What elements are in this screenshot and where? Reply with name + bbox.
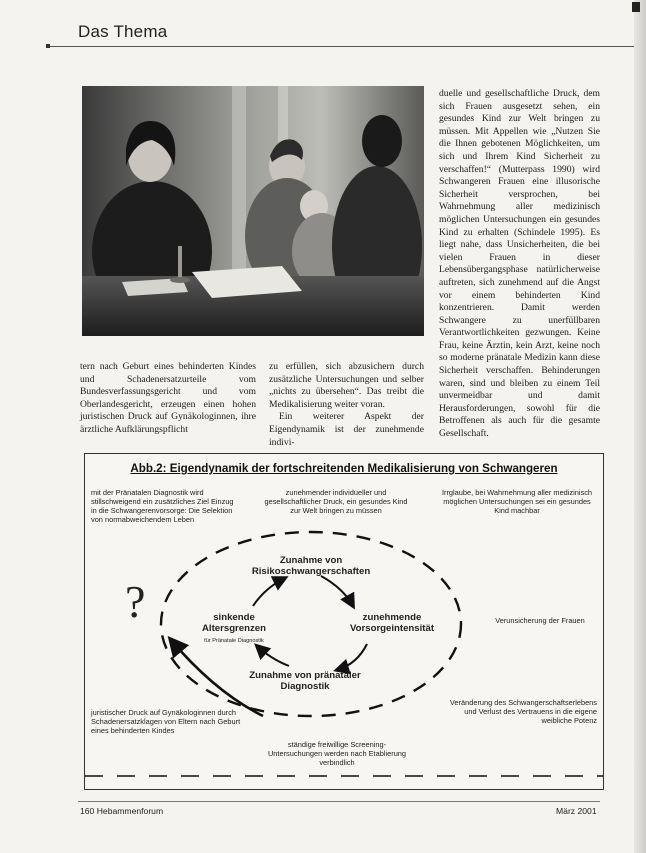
node-left: sinkende Altersgrenzen: [202, 612, 266, 634]
paragraph-left: tern nach Geburt eines behinderten Kindes und Schadenersatzurteile vom Bundesverfassungsgericht und vom Oberlandesgericht, erzeugen einen hohen juristischen Druck auf Gynäkologinnen, ihre ärztliche Aufklärungspflicht: [80, 361, 256, 435]
question-mark: ?: [125, 576, 146, 627]
page-edge: [634, 0, 646, 853]
arrow-right-to-bottom: [337, 644, 367, 670]
note-top-center: zunehmender individueller und gesellschaftlicher Druck, ein gesundes Kind zur Welt bringen zu müssen: [264, 488, 408, 515]
arrow-bottom-to-left: [257, 646, 289, 666]
paragraph-middle-1: zu erfüllen, sich abzusichern durch zusätzliche Untersuchungen und selber „nichts zu übersehen“. Das treibt die Medikalisierung weiter voran.: [269, 361, 424, 410]
footer-date: März 2001: [556, 806, 597, 816]
node-bottom: Zunahme von pränataler Diagnostik: [249, 670, 361, 692]
article-photo: [82, 86, 424, 336]
node-top: Zunahme von Risikoschwangerschaften: [251, 555, 371, 577]
figure-diagram: [84, 453, 604, 790]
note-mid-right: Verunsicherung der Frauen: [495, 616, 585, 625]
note-bottom-right: Veränderung des Schwangerschaftserlebens und Verlust des Vertrauens in die eigene weibliche Potenz: [449, 698, 597, 725]
article-column-right: [439, 88, 600, 441]
figure-title: Abb.2: Eigendynamik der fortschreitenden Medikalisierung von Schwangeren: [130, 462, 558, 475]
node-left-sub: für Pränatale Diagnostik: [204, 638, 264, 644]
footer-rule: [78, 801, 600, 802]
header-corner-mark: [46, 44, 50, 48]
arrow-left-to-top: [253, 578, 285, 606]
note-top-left: mit der Pränatalen Diagnostik wird stillschweigend ein zusätzliches Ziel Einzug in die Schwangerenvorsorge: Die Selektion von normabweichendem Leben: [91, 488, 234, 524]
note-bottom-left: juristischer Druck auf Gynäkologinnen durch Schadenersatzklagen von Eltern nach Geburt eines behinderten Kindes: [91, 708, 241, 735]
article-column-left: [80, 361, 256, 437]
header-rule: [48, 46, 644, 47]
note-top-right: Irrglaube, bei Wahrnehmung aller medizinisch möglichen Untersuchungen sei ein gesundes Kind machbar: [441, 488, 593, 515]
section-title: Das Thema: [78, 22, 168, 41]
article-column-middle: [269, 361, 424, 449]
photo-image: [82, 86, 424, 336]
paragraph-right: duelle und gesellschaftliche Druck, dem sich Frauen ausgesetzt sehen, ein gesundes Kind zur Welt bringen zu müssen. Mit Appellen wie „Nutzen Sie die Ihnen gebotenen Möglichkeiten, um sich und Ihrem Kind Sicherheit zu verschaffen!“ (Mutterpass 1990) wird Schwangeren Frauen eine illusorische Sicherheit versprochen, bei Wahrnehmung aller medizinisch möglichen Untersuchungen ein gesundes Kind zu erhalten (Schindele 1995). Es liegt nahe, dass Unsicherheiten, die bei vielen Frauen in dieser Lebensübergangsphase natürlicherweise auftreten, sich zunehmend auf die Angst vor einem behinderten Kind konzentrieren. Damit werden Schwangere zu unerfüllbaren Verantwortlichkeiten gezwungen. Keine Frau, keine Ärztin, kein Arzt, keine noch so moderne pränatale Medizin kann diese Sicherheit verschaffen. Behinderungen waren, sind und bleiben zu einem Teil unvermeidbar und damit Herausforderungen, sowohl für die Betroffenen als auch für die gesamte Gesellschaft.: [439, 88, 600, 440]
note-bottom-center: ständige freiwillige Screening-Untersuchungen werden nach Etablierung verbindlich: [267, 740, 407, 767]
paragraph-middle-2: Ein weiterer Aspekt der Eigendynamik ist der zunehmende indivi-: [269, 411, 424, 448]
page-tab-marker: [632, 2, 640, 12]
arrow-top-to-right: [321, 576, 353, 606]
node-right: zunehmende Vorsorgeintensität: [349, 612, 435, 634]
footer-page-label: 160 Hebammenforum: [80, 806, 164, 816]
